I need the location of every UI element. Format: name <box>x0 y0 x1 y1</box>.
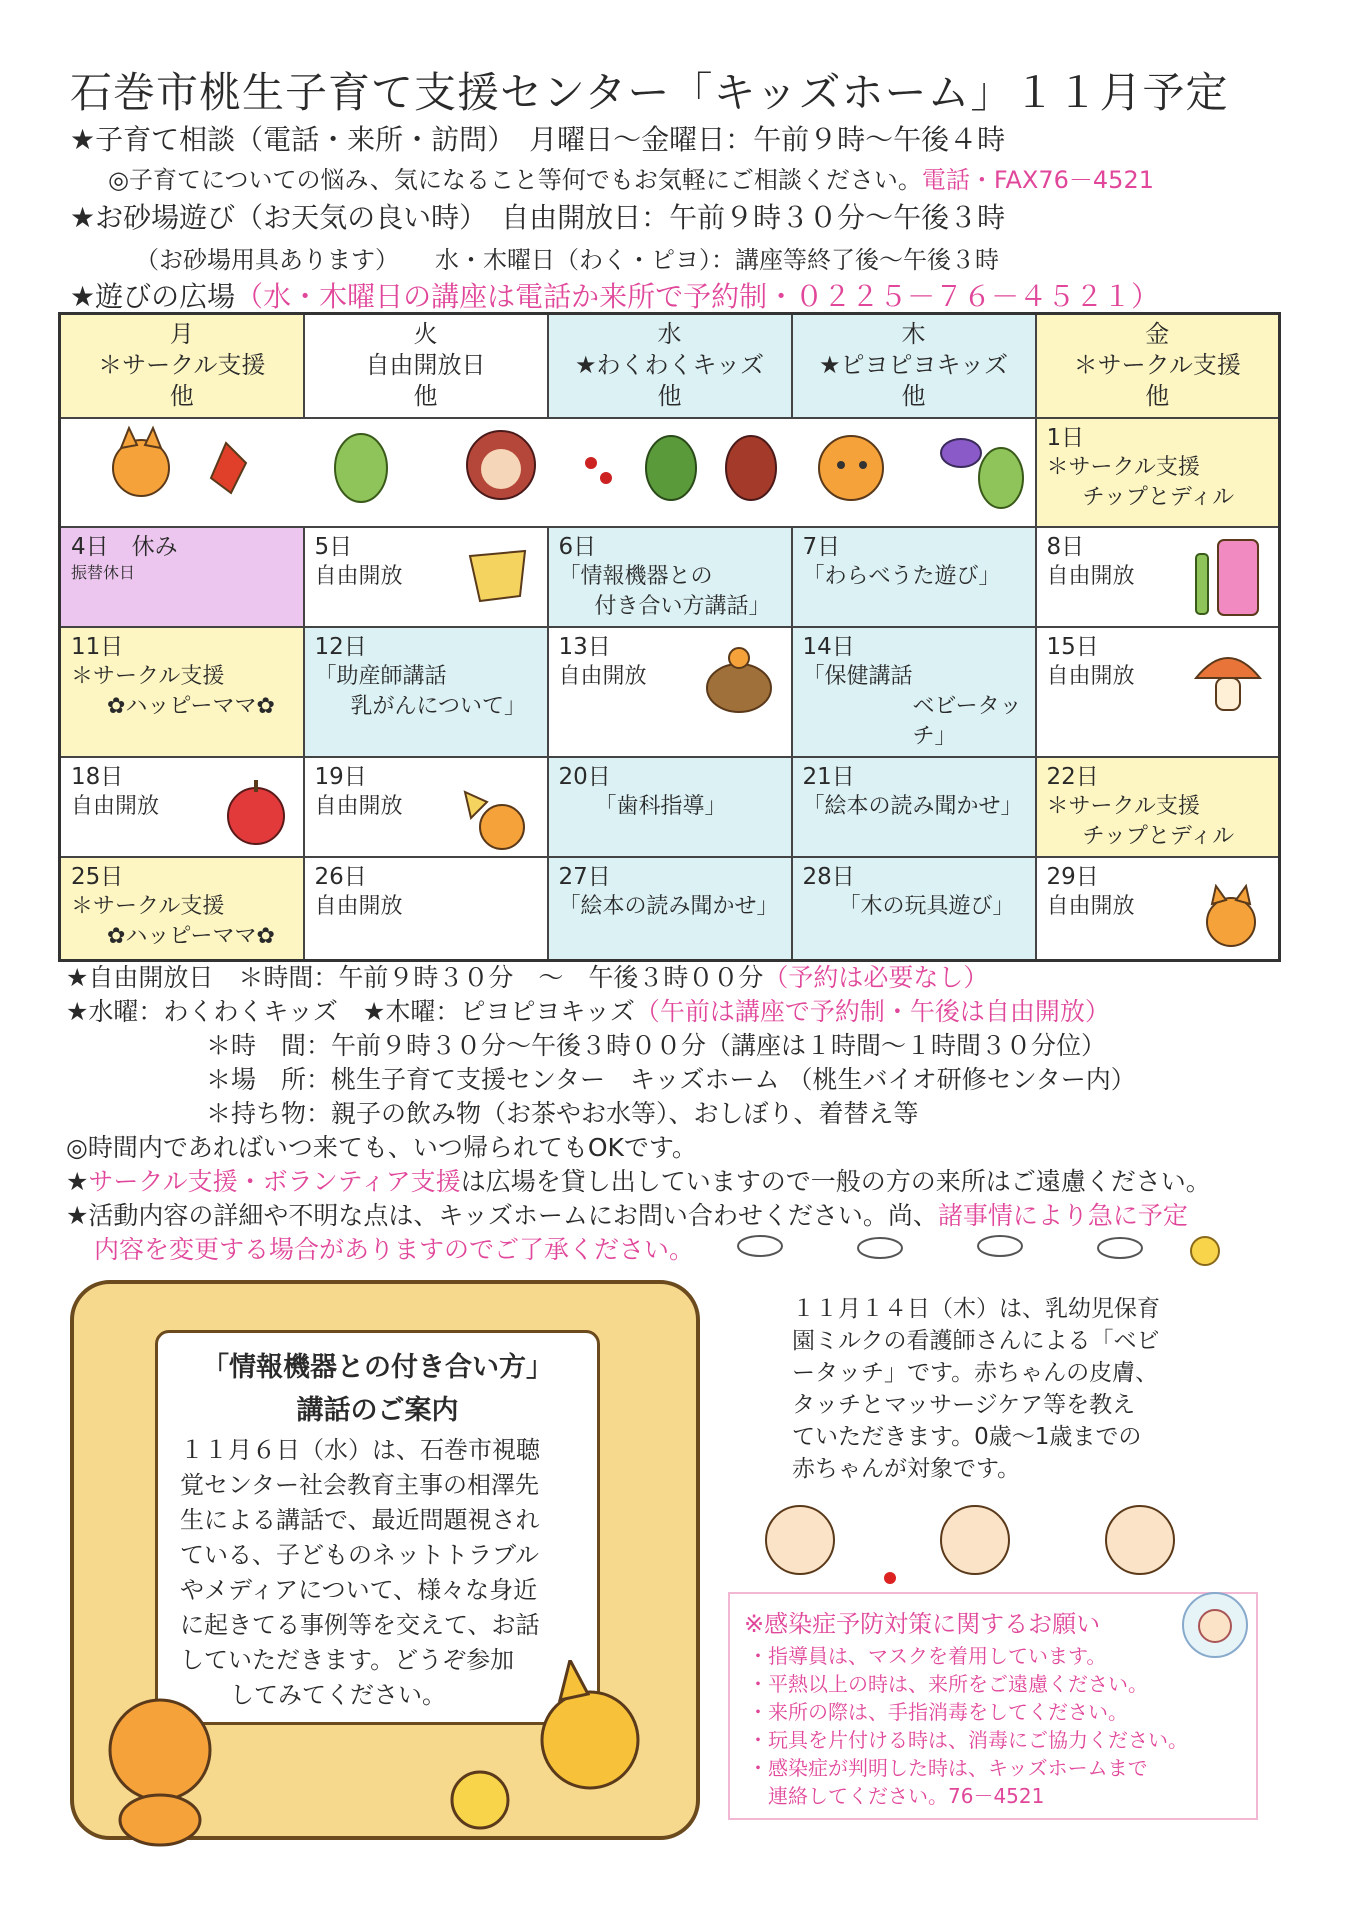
lecture-text-line: 覚センター社会教育主事の相澤先 <box>180 1471 540 1499</box>
note-circle-support: ★サークル支援・ボランティア支援は広場を貸し出していますので一般の方の来所はご遠慮ください。 <box>66 1167 1211 1196</box>
lecture-title: 「情報機器との付き合い方」 <box>202 1352 553 1383</box>
babytouch-line: タッチとマッサージケア等を教え <box>792 1392 1136 1418</box>
day-29: 29日 自由開放 <box>1036 857 1280 961</box>
fox-icon <box>1196 884 1266 954</box>
header-mon: 月 ＊サークル支援 他 <box>60 314 304 418</box>
day-5: 5日 自由開放 <box>304 527 548 627</box>
lecture-text-line: してみてください。 <box>230 1681 446 1709</box>
babies-icon <box>740 1490 1200 1590</box>
day-15: 15日 自由開放 <box>1036 627 1280 757</box>
infection-line: ・来所の際は、手指消毒をしてください。 <box>748 1700 1128 1724</box>
day-21: 21日 「絵本の読み聞かせ」 <box>792 757 1036 857</box>
day-25: 25日 ＊サークル支援 ✿ハッピーママ✿ <box>60 857 304 961</box>
day-13: 13日 自由開放 <box>548 627 792 757</box>
day-28: 28日 「木の玩具遊び」 <box>792 857 1036 961</box>
mushroom-icon <box>1188 638 1268 718</box>
header-fri: 金 ＊サークル支援 他 <box>1036 314 1280 418</box>
infection-line: 連絡してください。76－4521 <box>748 1784 1045 1808</box>
babytouch-line: ータッチ」です。赤ちゃんの皮膚、 <box>792 1360 1159 1386</box>
note-place: ＊場 所：桃生子育て支援センター キッズホーム （桃生バイオ研修センター内） <box>206 1065 1136 1094</box>
lecture-text-line: １１月６日（水）は、石巻市視聴 <box>180 1436 540 1464</box>
infection-line: ・感染症が判明した時は、キッズホームまで <box>748 1756 1148 1780</box>
note-change: 内容を変更する場合がありますのでご了承ください。 <box>94 1235 695 1264</box>
calendar-table <box>58 312 1281 962</box>
infection-title: ※感染症予防対策に関するお願い <box>744 1610 1101 1638</box>
hedgehog-icon <box>699 638 779 718</box>
babytouch-line: 園ミルクの看護師さんによる「ベビ <box>792 1328 1160 1354</box>
lecture-text-line: に起きてる事例等を交えて、お話 <box>180 1611 540 1639</box>
day-1: 1日 ＊サークル支援 チップとディル <box>1036 418 1280 527</box>
picture-book-icon <box>1188 534 1268 620</box>
header-tue: 火 自由開放日 他 <box>304 314 548 418</box>
note-contact: ★活動内容の詳細や不明な点は、キッズホームにお問い合わせください。尚、諸事情により急に予定 <box>66 1201 1188 1230</box>
apple-icon <box>221 776 291 846</box>
sandbox-line: ★お砂場遊び（お天気の良い時） 自由開放日：午前９時３０分～午後３時 <box>70 201 1006 234</box>
note-anytime: ◎時間内であればいつ来ても、いつ帰られてもOKです。 <box>66 1133 697 1162</box>
lecture-text-line: 生による講話で、最近問題視され <box>180 1506 540 1534</box>
day-20: 20日 「歯科指導」 <box>548 757 792 857</box>
day-8: 8日 自由開放 <box>1036 527 1280 627</box>
bear-leaves-icon <box>457 782 537 856</box>
note-free-day: ★自由開放日 ＊時間：午前９時３０分 ～ 午後３時００分（予約は必要なし） <box>66 963 989 992</box>
babytouch-line: 赤ちゃんが対象です。 <box>792 1456 1021 1482</box>
babytouch-line: １１月１４日（木）は、乳幼児保育 <box>792 1296 1160 1322</box>
leaf-note-icon <box>465 546 535 606</box>
header-wed: 水 ★わくわくキッズ 他 <box>548 314 792 418</box>
day-14: 14日 「保健講話 ベビータッチ」 <box>792 627 1036 757</box>
header-thu: 木 ★ピヨピヨキッズ 他 <box>792 314 1036 418</box>
consult-line: ★子育て相談（電話・来所・訪問） 月曜日～金曜日：午前９時～午後４時 <box>70 123 1006 156</box>
babytouch-line: ていただきます。0歳～1歳までの <box>792 1424 1142 1450</box>
infection-line: ・玩具を片付ける時は、消毒にご協力ください。 <box>748 1728 1188 1752</box>
day-11: 11日 ＊サークル支援 ✿ハッピーママ✿ <box>60 627 304 757</box>
lecture-text-line: ている、子どものネットトラブル <box>180 1541 540 1569</box>
squirrel-fox-icon <box>90 1660 650 1850</box>
day-19: 19日 自由開放 <box>304 757 548 857</box>
clouds-sun-icon <box>730 1226 1250 1276</box>
sandbox-note: （お砂場用具あります） 水・木曜日（わく・ピヨ）：講座等終了後～午後３時 <box>135 246 999 274</box>
infection-line: ・平熱以上の時は、来所をご遠慮ください。 <box>748 1672 1148 1696</box>
day-4: 4日 休み 振替休日 <box>60 527 304 627</box>
day-18: 18日 自由開放 <box>60 757 304 857</box>
lecture-subtitle: 講話のご案内 <box>296 1395 459 1426</box>
note-wed-thu: ★水曜：わくわくキッズ ★木曜：ピヨピヨキッズ（午前は講座で予約制・午後は自由開放） <box>66 997 1110 1026</box>
autumn-animals-icon <box>71 423 1031 513</box>
day-12: 12日 「助産師講話 乳がんについて」 <box>304 627 548 757</box>
caregiver-avatar-icon <box>1180 1590 1250 1660</box>
lecture-text-line: やメディアについて、様々な身近 <box>180 1576 538 1604</box>
note-time: ＊時 間：午前９時３０分～午後３時００分（講座は１時間～１時間３０分位） <box>206 1031 1107 1060</box>
consult-note: ◎子育てについての悩み、気になること等何でもお気軽にご相談ください。電話・FAX76－4521 <box>108 166 1154 194</box>
lecture-text-line: していただきます。どうぞ参加 <box>180 1646 515 1674</box>
page-title: 石巻市桃生子育て支援センター「キッズホーム」１１月予定 <box>70 68 1229 117</box>
day-26: 26日 自由開放 <box>304 857 548 961</box>
day-6: 6日 「情報機器との 付き合い方講話」 <box>548 527 792 627</box>
day-7: 7日 「わらべうた遊び」 <box>792 527 1036 627</box>
playground-line: ★遊びの広場（水・木曜日の講座は電話か来所で予約制・０２２５－７６－４５２１） <box>70 280 1160 313</box>
autumn-illustration-strip <box>60 418 1036 527</box>
infection-line: ・指導員は、マスクを着用しています。 <box>748 1644 1107 1668</box>
note-belongings: ＊持ち物：親子の飲み物（お茶やお水等）、おしぼり、着替え等 <box>206 1099 919 1128</box>
day-27: 27日 「絵本の読み聞かせ」 <box>548 857 792 961</box>
day-22: 22日 ＊サークル支援 チップとディル <box>1036 757 1280 857</box>
